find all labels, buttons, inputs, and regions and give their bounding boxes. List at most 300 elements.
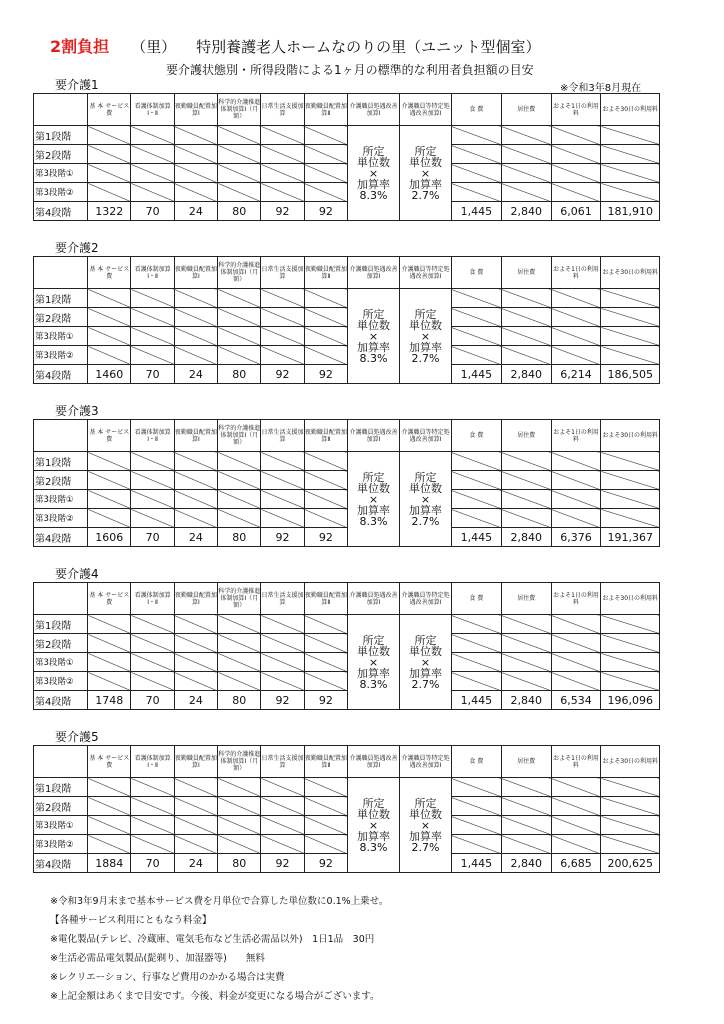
column-header: 介護職員等特定処遇改善加算Ⅰ [400, 583, 452, 615]
treatment-improvement-rate [348, 289, 400, 384]
fee-value: 2,840 [501, 202, 551, 221]
not-applicable-cell [501, 509, 551, 528]
not-applicable-cell [304, 634, 347, 653]
column-header: 食 費 [451, 257, 501, 289]
rate-line: 加算率 [357, 340, 390, 354]
column-header: 夜勤職員配置加算Ⅱ [304, 420, 347, 452]
fee-table [33, 93, 660, 221]
document-subtitle: 要介護状態別・所得段階による1ヶ月の標準的な利用者負担額の目安 [166, 63, 534, 77]
document-title [50, 34, 700, 57]
fee-value: 6,061 [551, 202, 601, 221]
not-applicable-cell [88, 183, 131, 202]
fee-value: 80 [218, 528, 261, 547]
column-header: 基 本 サービス費 [88, 94, 131, 126]
rate-line: 加算率 [408, 503, 442, 517]
fee-value: 92 [261, 365, 304, 384]
rate-line: 所定 [362, 307, 385, 321]
not-applicable-cell [451, 327, 501, 346]
not-applicable-cell [601, 308, 660, 327]
not-applicable-cell [304, 509, 347, 528]
fee-value: 80 [218, 691, 261, 710]
not-applicable-cell [551, 289, 601, 308]
header-corner [34, 746, 88, 778]
fee-value: 24 [174, 528, 217, 547]
not-applicable-cell [174, 327, 217, 346]
not-applicable-cell [261, 797, 304, 816]
not-applicable-cell [601, 452, 660, 471]
not-applicable-cell [131, 797, 174, 816]
fee-value: 1,445 [451, 854, 501, 873]
column-header: およそ1日の利用料 [551, 746, 601, 778]
column-header: 科学的介護推進体制加算Ⅰ（月額） [218, 420, 261, 452]
fee-value: 80 [218, 202, 261, 221]
not-applicable-cell [131, 615, 174, 634]
not-applicable-cell [501, 289, 551, 308]
not-applicable-cell [218, 289, 261, 308]
income-stage-label: 第3段階② [34, 835, 88, 854]
column-header: 看護体制加算Ⅰ・Ⅱ [131, 420, 174, 452]
not-applicable-cell [451, 816, 501, 835]
fee-value: 70 [131, 365, 174, 384]
column-header: 食 費 [451, 746, 501, 778]
rate-line: 単位数 [408, 644, 442, 658]
not-applicable-cell [88, 126, 131, 145]
table-row [34, 471, 660, 490]
not-applicable-cell [261, 145, 304, 164]
not-applicable-cell [218, 126, 261, 145]
rate-line: 2.7% [411, 514, 440, 528]
column-header: およそ1日の利用料 [551, 583, 601, 615]
fee-value: 2,840 [501, 691, 551, 710]
not-applicable-cell [451, 183, 501, 202]
not-applicable-cell [551, 183, 601, 202]
not-applicable-cell [551, 126, 601, 145]
fee-value: 1,445 [451, 528, 501, 547]
not-applicable-cell [261, 672, 304, 691]
column-header: 居住費 [501, 257, 551, 289]
care-level-block [33, 78, 660, 221]
burden-label: 2割負担 [50, 37, 110, 56]
income-stage-label: 第4段階 [34, 202, 88, 221]
column-header: 夜勤職員配置加算Ⅰ [174, 94, 217, 126]
table-row [34, 691, 660, 710]
not-applicable-cell [601, 835, 660, 854]
not-applicable-cell [551, 164, 601, 183]
rate-line: 所定 [414, 470, 437, 484]
not-applicable-cell [261, 471, 304, 490]
care-level-label: 要介護1 [55, 78, 99, 92]
not-applicable-cell [551, 634, 601, 653]
not-applicable-cell [501, 471, 551, 490]
fee-value: 6,376 [551, 528, 601, 547]
not-applicable-cell [304, 778, 347, 797]
rate-line: 所定 [414, 633, 437, 647]
not-applicable-cell [551, 471, 601, 490]
rate-line: 2.7% [411, 677, 440, 691]
column-header: 科学的介護推進体制加算Ⅰ（月額） [218, 583, 261, 615]
rate-line: 単位数 [357, 481, 390, 495]
not-applicable-cell [174, 145, 217, 164]
income-stage-label: 第4段階 [34, 365, 88, 384]
column-header: 食 費 [451, 94, 501, 126]
not-applicable-cell [551, 346, 601, 365]
rate-line: 所定 [414, 307, 437, 321]
not-applicable-cell [304, 816, 347, 835]
rate-line: 単位数 [408, 155, 442, 169]
fee-value: 1884 [88, 854, 131, 873]
income-stage-label: 第4段階 [34, 528, 88, 547]
fee-value: 70 [131, 528, 174, 547]
column-header: 日常生活支援加算 [261, 420, 304, 452]
column-header: 夜勤職員配置加算Ⅰ [174, 583, 217, 615]
not-applicable-cell [131, 471, 174, 490]
not-applicable-cell [451, 126, 501, 145]
not-applicable-cell [501, 816, 551, 835]
not-applicable-cell [218, 183, 261, 202]
not-applicable-cell [261, 615, 304, 634]
not-applicable-cell [261, 346, 304, 365]
not-applicable-cell [551, 452, 601, 471]
table-row [34, 452, 660, 471]
not-applicable-cell [174, 797, 217, 816]
column-header: 基 本 サービス費 [88, 257, 131, 289]
not-applicable-cell [261, 289, 304, 308]
not-applicable-cell [261, 634, 304, 653]
not-applicable-cell [304, 471, 347, 490]
income-stage-label: 第2段階 [34, 797, 88, 816]
not-applicable-cell [261, 126, 304, 145]
not-applicable-cell [261, 653, 304, 672]
fee-value: 24 [174, 365, 217, 384]
not-applicable-cell [601, 778, 660, 797]
specific-improvement-rate [400, 126, 452, 221]
not-applicable-cell [501, 145, 551, 164]
not-applicable-cell [501, 653, 551, 672]
column-header: およそ30日の利用料 [601, 583, 660, 615]
treatment-improvement-rate [348, 452, 400, 547]
not-applicable-cell [501, 183, 551, 202]
table-row [34, 490, 660, 509]
column-header: およそ1日の利用料 [551, 94, 601, 126]
fee-table [33, 582, 660, 710]
not-applicable-cell [218, 615, 261, 634]
fee-value: 24 [174, 691, 217, 710]
not-applicable-cell [601, 145, 660, 164]
rate-line: × [420, 818, 431, 832]
not-applicable-cell [304, 164, 347, 183]
income-stage-label: 第3段階② [34, 346, 88, 365]
not-applicable-cell [261, 835, 304, 854]
column-header: 夜勤職員配置加算Ⅰ [174, 420, 217, 452]
specific-improvement-rate [400, 289, 452, 384]
fee-value: 80 [218, 854, 261, 873]
not-applicable-cell [601, 816, 660, 835]
not-applicable-cell [218, 164, 261, 183]
note-line: 【各種サービス利用にともなう料金】 [50, 915, 212, 926]
fee-value: 92 [304, 202, 347, 221]
not-applicable-cell [218, 672, 261, 691]
not-applicable-cell [451, 634, 501, 653]
not-applicable-cell [601, 509, 660, 528]
not-applicable-cell [551, 672, 601, 691]
not-applicable-cell [131, 289, 174, 308]
rate-line: 単位数 [357, 318, 390, 332]
not-applicable-cell [131, 308, 174, 327]
care-level-label: 要介護4 [55, 567, 99, 581]
income-stage-label: 第2段階 [34, 145, 88, 164]
not-applicable-cell [174, 835, 217, 854]
fee-value: 92 [304, 854, 347, 873]
not-applicable-cell [551, 490, 601, 509]
not-applicable-cell [451, 289, 501, 308]
not-applicable-cell [551, 615, 601, 634]
income-stage-label: 第3段階① [34, 653, 88, 672]
not-applicable-cell [218, 797, 261, 816]
not-applicable-cell [131, 126, 174, 145]
not-applicable-cell [88, 346, 131, 365]
care-level-label: 要介護2 [55, 241, 99, 255]
not-applicable-cell [304, 835, 347, 854]
not-applicable-cell [304, 308, 347, 327]
not-applicable-cell [174, 816, 217, 835]
not-applicable-cell [88, 835, 131, 854]
not-applicable-cell [501, 327, 551, 346]
column-header: 夜勤職員配置加算Ⅰ [174, 257, 217, 289]
rate-line: × [420, 166, 431, 180]
column-header: 夜勤職員配置加算Ⅱ [304, 583, 347, 615]
not-applicable-cell [551, 653, 601, 672]
not-applicable-cell [174, 308, 217, 327]
column-header: 居住費 [501, 94, 551, 126]
not-applicable-cell [501, 778, 551, 797]
fee-value: 200,625 [601, 854, 660, 873]
not-applicable-cell [218, 816, 261, 835]
treatment-improvement-rate [348, 126, 400, 221]
column-header: 看護体制加算Ⅰ・Ⅱ [131, 583, 174, 615]
income-stage-label: 第1段階 [34, 452, 88, 471]
not-applicable-cell [601, 346, 660, 365]
not-applicable-cell [304, 183, 347, 202]
not-applicable-cell [601, 289, 660, 308]
column-header: 介護職員等特定処遇改善加算Ⅰ [400, 257, 452, 289]
column-header: 基 本 サービス費 [88, 746, 131, 778]
not-applicable-cell [451, 835, 501, 854]
not-applicable-cell [174, 672, 217, 691]
fee-value: 92 [261, 854, 304, 873]
rate-line: 所定 [414, 144, 437, 158]
column-header: 居住費 [501, 420, 551, 452]
income-stage-label: 第1段階 [34, 126, 88, 145]
column-header: 夜勤職員配置加算Ⅱ [304, 94, 347, 126]
table-row [34, 672, 660, 691]
not-applicable-cell [304, 490, 347, 509]
rate-line: 所定 [362, 633, 385, 647]
not-applicable-cell [88, 509, 131, 528]
not-applicable-cell [88, 289, 131, 308]
not-applicable-cell [304, 289, 347, 308]
care-level-block [33, 404, 660, 547]
table-row [34, 835, 660, 854]
not-applicable-cell [131, 835, 174, 854]
not-applicable-cell [88, 308, 131, 327]
fee-value: 6,534 [551, 691, 601, 710]
not-applicable-cell [551, 778, 601, 797]
fee-value: 1748 [88, 691, 131, 710]
not-applicable-cell [501, 164, 551, 183]
not-applicable-cell [601, 634, 660, 653]
note-line: ※電化製品(テレビ、冷蔵庫、電気毛布など生活必需品以外) 1日1品 30円 [50, 934, 375, 945]
rate-line: × [420, 655, 431, 669]
rate-line: 所定 [362, 796, 385, 810]
column-header: 夜勤職員配置加算Ⅱ [304, 746, 347, 778]
column-header: 日常生活支援加算 [261, 746, 304, 778]
fee-value: 196,096 [601, 691, 660, 710]
table-row [34, 346, 660, 365]
table-row [34, 816, 660, 835]
not-applicable-cell [88, 490, 131, 509]
not-applicable-cell [501, 308, 551, 327]
not-applicable-cell [451, 164, 501, 183]
not-applicable-cell [261, 509, 304, 528]
not-applicable-cell [174, 615, 217, 634]
not-applicable-cell [174, 289, 217, 308]
not-applicable-cell [174, 126, 217, 145]
not-applicable-cell [501, 797, 551, 816]
header-corner [34, 420, 88, 452]
fee-value: 1322 [88, 202, 131, 221]
table-row [34, 145, 660, 164]
not-applicable-cell [501, 346, 551, 365]
fee-value: 70 [131, 691, 174, 710]
fee-value: 92 [261, 202, 304, 221]
not-applicable-cell [601, 126, 660, 145]
column-header: およそ1日の利用料 [551, 420, 601, 452]
not-applicable-cell [304, 653, 347, 672]
column-header: 日常生活支援加算 [261, 583, 304, 615]
not-applicable-cell [601, 490, 660, 509]
fee-value: 2,840 [501, 528, 551, 547]
not-applicable-cell [451, 615, 501, 634]
not-applicable-cell [304, 797, 347, 816]
income-stage-label: 第2段階 [34, 471, 88, 490]
table-row [34, 615, 660, 634]
not-applicable-cell [601, 471, 660, 490]
rate-line: × [368, 166, 379, 180]
care-level-label: 要介護3 [55, 404, 99, 418]
not-applicable-cell [261, 164, 304, 183]
not-applicable-cell [174, 634, 217, 653]
not-applicable-cell [88, 778, 131, 797]
not-applicable-cell [451, 653, 501, 672]
column-header: 看護体制加算Ⅰ・Ⅱ [131, 94, 174, 126]
income-stage-label: 第1段階 [34, 615, 88, 634]
rate-line: × [420, 492, 431, 506]
not-applicable-cell [131, 346, 174, 365]
income-stage-label: 第2段階 [34, 634, 88, 653]
column-header: 夜勤職員配置加算Ⅱ [304, 257, 347, 289]
not-applicable-cell [218, 346, 261, 365]
rate-line: 単位数 [408, 318, 442, 332]
income-stage-label: 第3段階② [34, 509, 88, 528]
column-header: 基 本 サービス費 [88, 583, 131, 615]
rate-line: 加算率 [357, 177, 390, 191]
rate-line: 2.7% [411, 188, 440, 202]
care-level-block [33, 241, 660, 384]
column-header: 居住費 [501, 583, 551, 615]
table-row [34, 327, 660, 346]
not-applicable-cell [131, 816, 174, 835]
not-applicable-cell [601, 183, 660, 202]
table-row [34, 634, 660, 653]
not-applicable-cell [304, 615, 347, 634]
fee-value: 24 [174, 202, 217, 221]
rate-line: 単位数 [357, 644, 390, 658]
column-header: 日常生活支援加算 [261, 257, 304, 289]
income-stage-label: 第2段階 [34, 308, 88, 327]
not-applicable-cell [601, 672, 660, 691]
not-applicable-cell [88, 816, 131, 835]
header-corner [34, 583, 88, 615]
column-header: 介護職員処遇改善加算Ⅰ [348, 257, 400, 289]
not-applicable-cell [501, 672, 551, 691]
fee-value: 1,445 [451, 365, 501, 384]
income-stage-label: 第3段階① [34, 327, 88, 346]
not-applicable-cell [218, 145, 261, 164]
not-applicable-cell [218, 327, 261, 346]
rate-line: 8.3% [359, 351, 388, 365]
rate-line: 8.3% [359, 677, 388, 691]
column-header: 科学的介護推進体制加算Ⅰ（月額） [218, 257, 261, 289]
facility-short: （里） [131, 38, 177, 56]
treatment-improvement-rate [348, 778, 400, 873]
fee-value: 70 [131, 854, 174, 873]
column-header: 夜勤職員配置加算Ⅰ [174, 746, 217, 778]
income-stage-label: 第3段階① [34, 490, 88, 509]
fee-value: 191,367 [601, 528, 660, 547]
rate-line: 2.7% [411, 351, 440, 365]
not-applicable-cell [88, 615, 131, 634]
fee-value: 186,505 [601, 365, 660, 384]
rate-line: 所定 [362, 470, 385, 484]
column-header: 居住費 [501, 746, 551, 778]
column-header: およそ30日の利用料 [601, 94, 660, 126]
rate-line: 8.3% [359, 188, 388, 202]
not-applicable-cell [131, 145, 174, 164]
care-level-block [33, 567, 660, 710]
fee-value: 92 [261, 528, 304, 547]
not-applicable-cell [451, 145, 501, 164]
not-applicable-cell [174, 778, 217, 797]
table-row [34, 854, 660, 873]
not-applicable-cell [218, 778, 261, 797]
not-applicable-cell [601, 327, 660, 346]
treatment-improvement-rate [348, 615, 400, 710]
not-applicable-cell [451, 509, 501, 528]
rate-line: 所定 [414, 796, 437, 810]
specific-improvement-rate [400, 615, 452, 710]
fee-value: 6,214 [551, 365, 601, 384]
rate-line: 加算率 [408, 340, 442, 354]
rate-line: × [368, 329, 379, 343]
column-header: 介護職員処遇改善加算Ⅰ [348, 94, 400, 126]
not-applicable-cell [174, 183, 217, 202]
not-applicable-cell [88, 634, 131, 653]
not-applicable-cell [218, 490, 261, 509]
not-applicable-cell [261, 327, 304, 346]
as-of-date: ※令和3年8月現在 [560, 83, 642, 94]
column-header: 食 費 [451, 583, 501, 615]
fee-value: 92 [261, 691, 304, 710]
